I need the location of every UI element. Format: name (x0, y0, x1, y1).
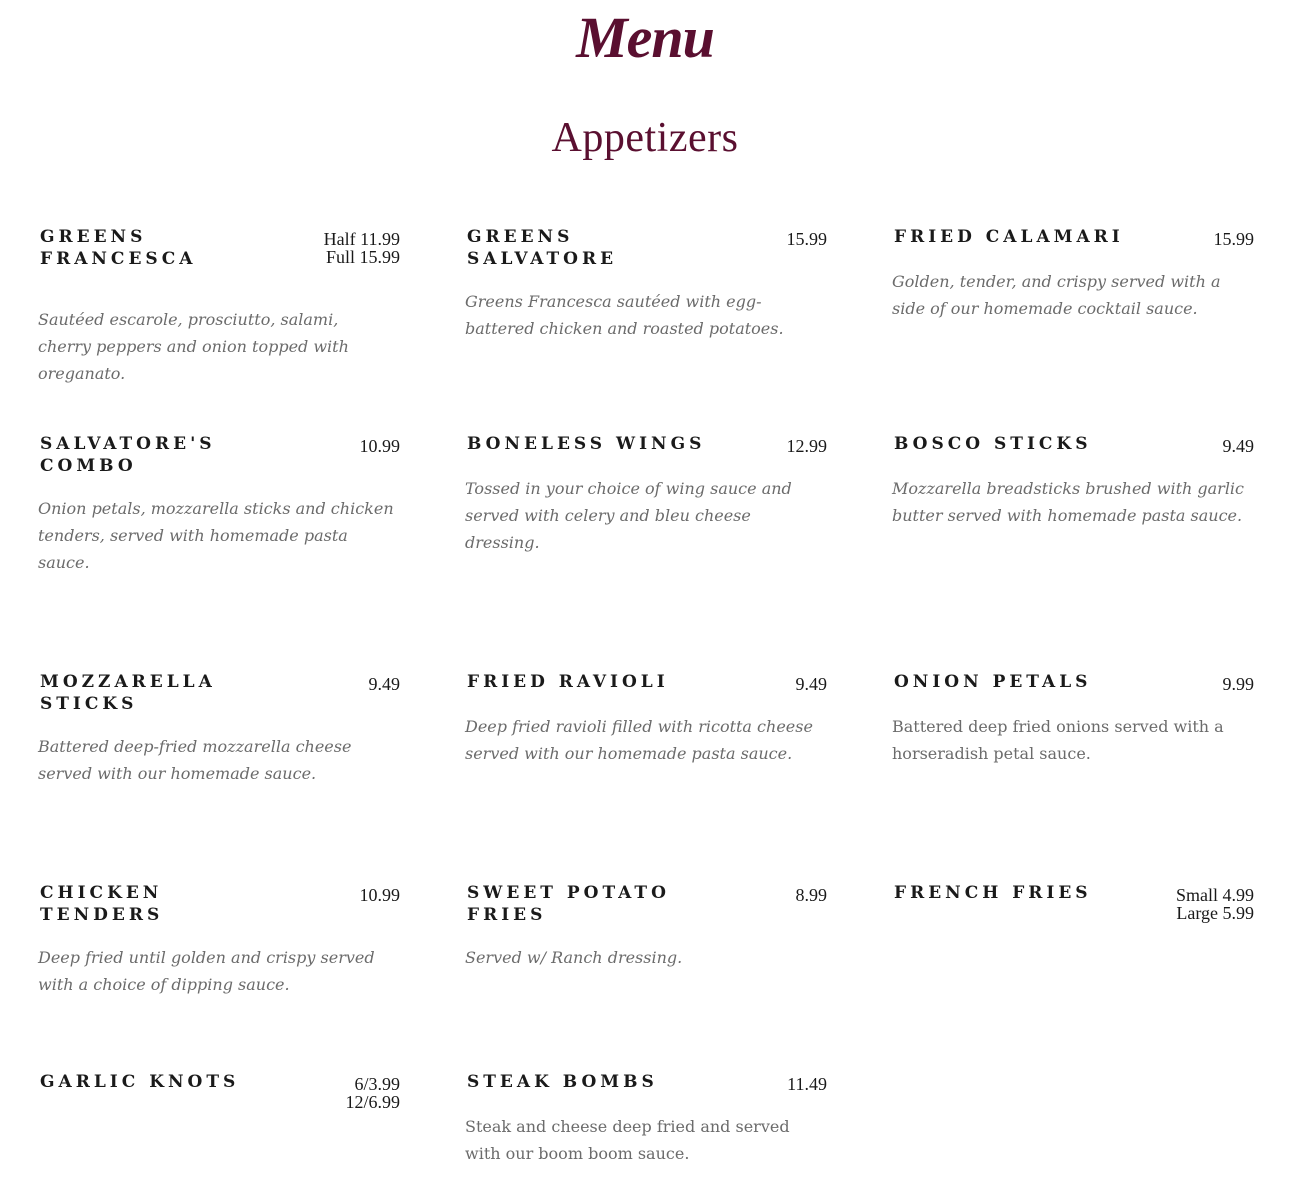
price-line: 10.99 (359, 436, 400, 456)
menu-item-salvatores-combo (38, 433, 400, 576)
menu-item-chicken-tenders (38, 882, 400, 998)
price-line: 6/3.99 (354, 1074, 400, 1094)
price-line: 9.49 (795, 674, 827, 694)
menu-item-fried-ravioli (465, 671, 827, 767)
price-line: 11.49 (787, 1074, 827, 1094)
item-description: Onion petals, mozzarella sticks and chicken tenders, served with homemade pasta sauce. (38, 499, 394, 572)
item-price (787, 230, 828, 248)
price-line: 9.49 (1222, 436, 1254, 456)
item-price (345, 1075, 400, 1111)
menu-item-sweet-potato-fries (465, 882, 827, 971)
item-description: Deep fried until golden and crispy served with a choice of dipping sauce. (38, 948, 375, 994)
item-price (787, 1075, 827, 1093)
item-name: GARLIC KNOTS (40, 1072, 240, 1092)
item-description: Battered deep fried onions served with a horseradish petal sauce. (892, 717, 1224, 763)
item-name: STEAK BOMBS (467, 1072, 658, 1092)
price-line: 15.99 (1213, 229, 1254, 249)
price-line: Small 4.99 (1175, 885, 1254, 905)
item-price (360, 886, 401, 904)
item-description: Golden, tender, and crispy served with a side of our homemade cocktail sauce. (892, 272, 1221, 318)
price-line: 12.99 (786, 436, 827, 456)
menu-item-greens-francesca (38, 226, 400, 387)
item-description: Deep fried ravioli filled with ricotta cheese served with our homemade pasta sauce. (465, 717, 813, 763)
menu-item-onion-petals (892, 671, 1254, 767)
menu-item-steak-bombs (465, 1071, 827, 1167)
price-line: 15.99 (786, 229, 827, 249)
item-price (1214, 230, 1255, 248)
section-title-appetizers: Appetizers (551, 115, 739, 161)
price-line: Full 15.99 (325, 247, 400, 267)
item-name: CHICKEN TENDERS (40, 883, 164, 925)
item-price (1223, 437, 1255, 455)
price-line: Large 5.99 (1176, 903, 1254, 923)
menu-item-bosco-sticks (892, 433, 1254, 529)
item-name: FRIED CALAMARI (894, 227, 1124, 247)
item-description: Tossed in your choice of wing sauce and served with celery and bleu cheese dressing. (465, 479, 792, 552)
menu-item-boneless-wings (465, 433, 827, 556)
price-line: 8.99 (795, 885, 827, 905)
menu-item-mozzarella-sticks (38, 671, 400, 787)
menu-logo: Menu (576, 5, 714, 70)
menu-item-french-fries (892, 882, 1254, 923)
item-name: SWEET POTATO FRIES (467, 883, 670, 925)
item-price (787, 437, 828, 455)
item-name: MOZZARELLA STICKS (40, 672, 216, 714)
item-name: FRIED RAVIOLI (467, 672, 669, 692)
item-name: SALVATORE'S COMBO (40, 434, 216, 476)
price-line: 10.99 (359, 885, 400, 905)
item-price (324, 230, 400, 266)
menu-item-fried-calamari (892, 226, 1254, 322)
item-name: BONELESS WINGS (467, 434, 706, 454)
menu-item-garlic-knots (38, 1071, 400, 1112)
item-name: BOSCO STICKS (894, 434, 1092, 454)
item-price (796, 675, 828, 693)
price-line: 9.99 (1222, 674, 1254, 694)
item-name: FRENCH FRIES (894, 883, 1092, 903)
item-description: Greens Francesca sautéed with egg-battered chicken and roasted potatoes. (465, 292, 784, 338)
item-description: Sautéed escarole, prosciutto, salami, cherry peppers and onion topped with oreganato. (38, 310, 349, 383)
item-price (360, 437, 401, 455)
price-line: 12/6.99 (345, 1092, 400, 1112)
menu-item-greens-salvatore (465, 226, 827, 342)
item-description: Battered deep-fried mozzarella cheese served with our homemade sauce. (38, 737, 352, 783)
price-line: 9.49 (368, 674, 400, 694)
item-price (796, 886, 828, 904)
item-price (1223, 675, 1255, 693)
item-name: ONION PETALS (894, 672, 1092, 692)
item-name: GREENS FRANCESCA (40, 227, 197, 269)
item-name: GREENS SALVATORE (467, 227, 618, 269)
item-description: Served w/ Ranch dressing. (465, 948, 683, 967)
price-line: Half 11.99 (323, 229, 400, 249)
item-price (1176, 886, 1254, 922)
item-price (369, 675, 401, 693)
item-description: Mozzarella breadsticks brushed with garlic butter served with homemade pasta sauce. (892, 479, 1245, 525)
item-description: Steak and cheese deep fried and served with our boom boom sauce. (465, 1117, 790, 1163)
